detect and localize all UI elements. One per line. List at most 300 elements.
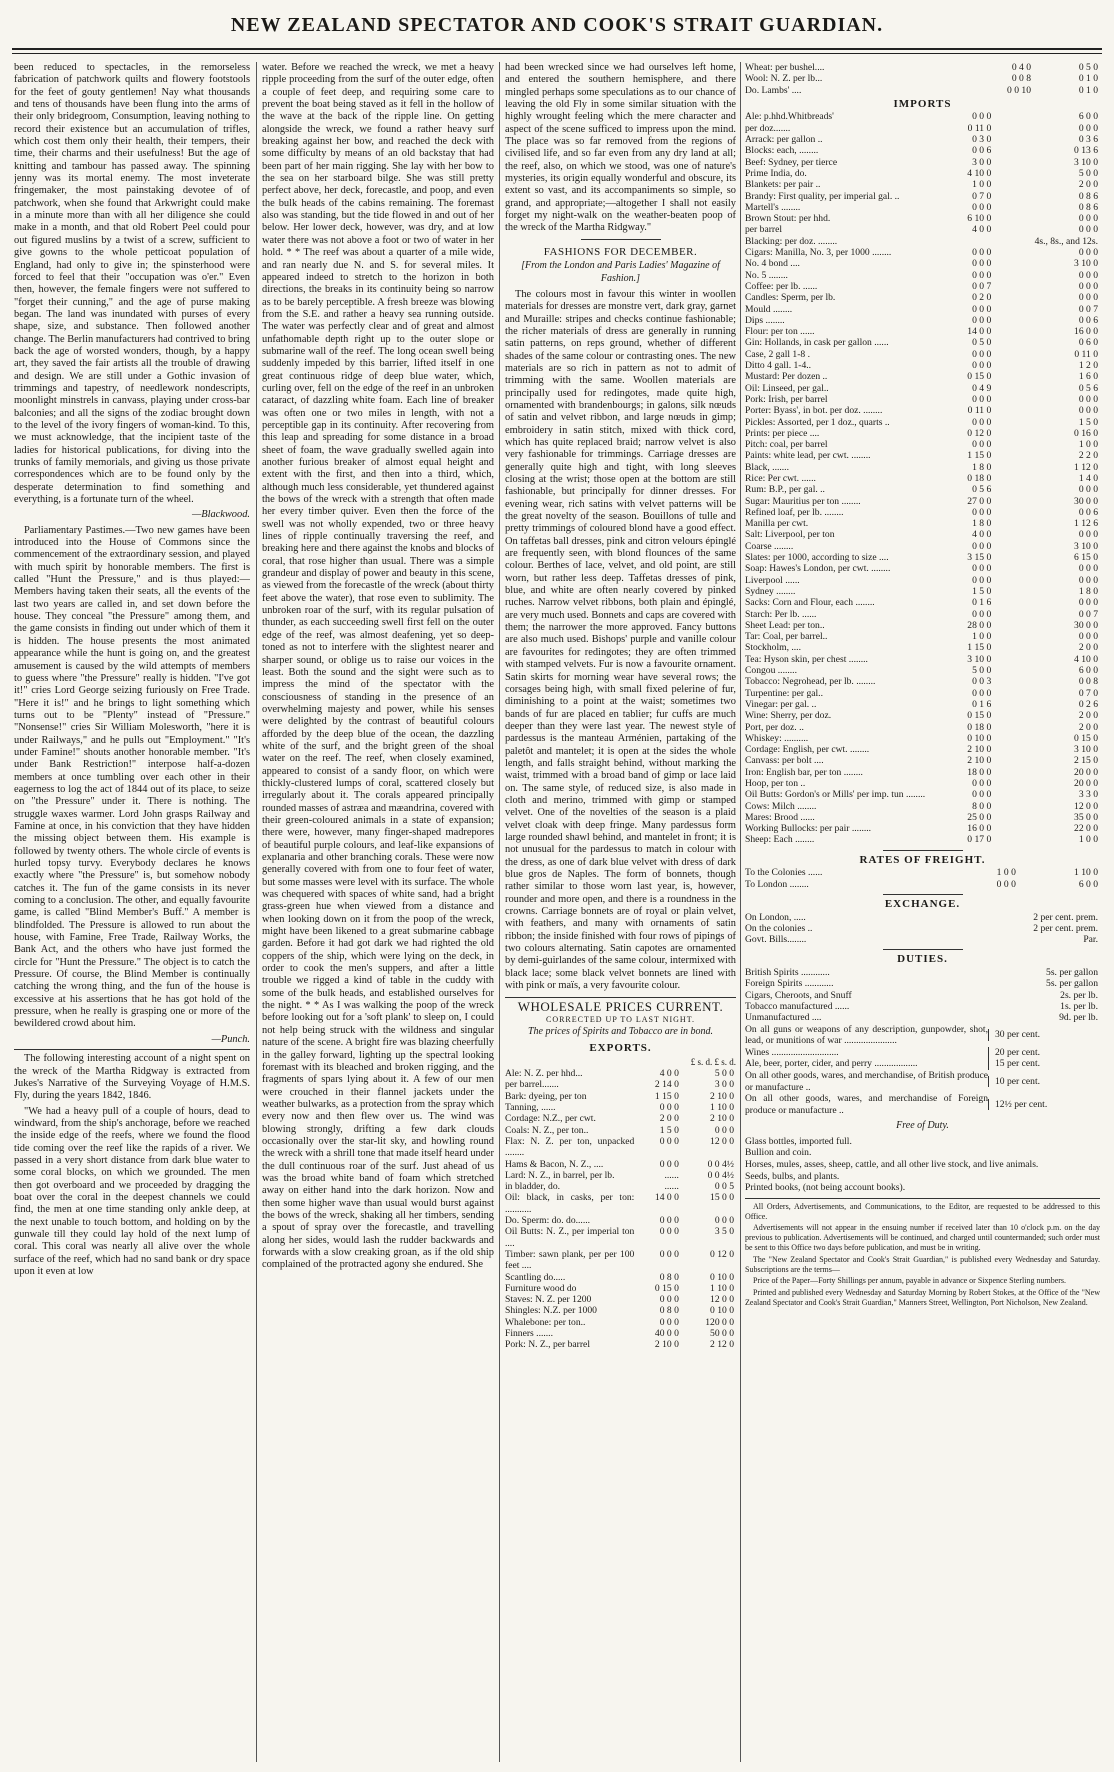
price-row <box>745 473 1100 484</box>
price-value: 0 0 0 <box>659 1158 679 1170</box>
price-value: 0 16 0 <box>1074 427 1098 439</box>
price-label: Rice: Per cwt. ...... <box>745 472 816 484</box>
price-value: 1 8 0 <box>1078 585 1098 597</box>
price-label: Cordage: English, per cwt. ........ <box>745 744 870 756</box>
column-1 <box>14 62 250 1762</box>
price-value: 0 0 4½ <box>707 1158 734 1170</box>
price-value: 27 0 0 <box>967 495 992 507</box>
price-label: Blankets: per pair .. <box>745 179 821 191</box>
price-row <box>505 1102 736 1113</box>
price-value: 0 0 0 <box>714 1124 734 1136</box>
price-row <box>505 1294 736 1305</box>
price-label: Porter: Byass', in bot. per doz. ........ <box>745 405 883 417</box>
price-value: 1 0 0 <box>1078 834 1098 846</box>
price-row <box>505 1079 736 1090</box>
price-value: 2 0 0 <box>1078 642 1098 654</box>
price-row <box>745 575 1100 586</box>
price-value: 0 17 0 <box>967 834 992 846</box>
price-value: Par. <box>1083 934 1098 946</box>
price-row <box>505 1136 736 1159</box>
price-value: 16 0 0 <box>1074 326 1098 338</box>
price-row <box>745 778 1100 789</box>
price-value: 4 0 0 <box>972 529 992 541</box>
price-value: 0 0 0 <box>972 314 992 326</box>
price-value: 40 0 0 <box>654 1327 679 1339</box>
price-label: Govt. Bills........ <box>745 934 807 946</box>
free-item: Seeds, bulbs, and plants. <box>745 1170 840 1182</box>
price-value: 3 10 0 <box>1074 258 1098 270</box>
price-label: Port, per doz. .. <box>745 721 804 733</box>
column-4 <box>745 62 1100 1762</box>
price-row <box>745 134 1100 145</box>
price-value: 9d. per lb. <box>1059 1012 1098 1024</box>
price-value: 1 12 0 <box>1074 461 1098 473</box>
price-label: Cows: Milch ........ <box>745 800 817 812</box>
price-value: 0 13 6 <box>1074 145 1098 157</box>
price-value: 1 10 0 <box>1074 867 1098 879</box>
price-value: 1 0 0 <box>972 631 992 643</box>
price-value: 3 15 0 <box>967 552 992 564</box>
price-row <box>505 1283 736 1294</box>
free-item: Horses, mules, asses, sheep, cattle, and all other live stock, and live animals. <box>745 1159 1039 1171</box>
price-row <box>745 428 1100 439</box>
price-value: 2 10 0 <box>654 1339 679 1351</box>
price-label: Mould ........ <box>745 303 793 315</box>
price-value: 3 0 0 <box>972 156 992 168</box>
price-value: 6 10 0 <box>967 213 992 225</box>
column-divider <box>499 62 500 1762</box>
price-value: 5 0 0 <box>714 1068 734 1080</box>
price-label: On the colonies .. <box>745 922 813 934</box>
price-row <box>745 541 1100 552</box>
duty-rate-row <box>745 1047 1100 1059</box>
price-label: Liverpool ...... <box>745 574 800 586</box>
price-label: On London, ..... <box>745 911 806 923</box>
price-row <box>745 609 1100 620</box>
price-value: 1 0 0 <box>996 867 1016 879</box>
price-value: 1 2 0 <box>1078 360 1098 372</box>
duties-heading: DUTIES. <box>897 953 948 966</box>
price-label: Oil Butts: N. Z., per imperial ton .... <box>505 1226 635 1249</box>
price-row <box>745 360 1100 371</box>
price-value: 1 5 0 <box>659 1124 679 1136</box>
price-value: 0 0 0 <box>972 687 992 699</box>
price-label: Wheat: per bushel.... <box>745 62 825 73</box>
price-value: 0 0 0 <box>659 1248 679 1260</box>
footer-notice: Advertisements will not appear in the ensuing number if received later than 10 o'clock p.m. on the day previous to publication. Advertisements will be continued, and charged until countermanded; such order must be sent to this Office two days before publication, and must be in writing. <box>745 1223 1100 1253</box>
price-label: Foreign Spirits ............ <box>745 978 834 990</box>
article-rule <box>581 239 661 240</box>
imports-heading: IMPORTS <box>893 97 952 110</box>
price-value: 0 0 0 <box>659 1316 679 1328</box>
price-value: 3 10 0 <box>1074 156 1098 168</box>
price-row <box>745 722 1100 733</box>
price-label: Whiskey: .......... <box>745 732 809 744</box>
price-value: 0 0 0 <box>1078 292 1098 304</box>
price-value: 0 2 6 <box>1078 698 1098 710</box>
price-row <box>745 688 1100 699</box>
price-row <box>505 1339 736 1350</box>
price-row <box>745 879 1100 890</box>
price-value: 2 10 0 <box>710 1113 734 1125</box>
price-label: Case, 2 gall 1-8 . <box>745 348 811 360</box>
price-value: 4 0 0 <box>972 224 992 236</box>
price-label: Hoop, per ton .. <box>745 778 806 789</box>
price-row <box>505 1181 736 1192</box>
article-signature: —Punch. <box>211 1033 250 1045</box>
price-value: 22 0 0 <box>1074 823 1098 835</box>
price-value: 0 8 0 <box>659 1305 679 1317</box>
price-row <box>745 834 1100 845</box>
price-row <box>745 213 1100 224</box>
price-value: 0 8 6 <box>1078 190 1098 202</box>
price-label: Soap: Hawes's London, per cwt. ........ <box>745 563 891 575</box>
price-value: 0 0 0 <box>996 878 1016 890</box>
price-label: Oil: black, in casks, per ton: ........... <box>505 1192 635 1215</box>
price-label: Pitch: coal, per barrel <box>745 439 828 451</box>
price-value: 35 0 0 <box>1074 811 1098 823</box>
price-row <box>745 394 1100 405</box>
price-value: 0 0 0 <box>1078 224 1098 236</box>
price-label: Furniture wood do <box>505 1282 577 1294</box>
price-value: 0 0 5 <box>714 1181 734 1193</box>
price-label: Beef: Sydney, per tierce <box>745 156 838 168</box>
price-row <box>745 767 1100 778</box>
duty-rate-row <box>745 1070 1100 1093</box>
price-row <box>745 73 1100 84</box>
price-value: 4 10 0 <box>967 167 992 179</box>
price-label: Manilla per cwt. <box>745 518 809 530</box>
price-label: Sydney ........ <box>745 585 796 597</box>
price-value: 2 10 0 <box>967 744 992 756</box>
price-label: Shingles: N.Z. per 1000 <box>505 1305 597 1317</box>
price-label: Candles: Sperm, per lb. <box>745 292 836 304</box>
price-label: Tanning, ...... <box>505 1102 556 1114</box>
price-label: Sheep: Each ........ <box>745 834 815 846</box>
price-value: 0 0 0 <box>1078 269 1098 281</box>
price-row <box>745 552 1100 563</box>
price-value: 6 15 0 <box>1074 552 1098 564</box>
price-label: Lard: N. Z., in barrel, per lb. <box>505 1169 615 1181</box>
price-row <box>745 304 1100 315</box>
price-label: Bark: dyeing, per ton <box>505 1090 587 1102</box>
price-value: 12 0 0 <box>710 1294 734 1306</box>
article-text: The following interesting account of a night spent on the wreck of the Martha Ridgway is extracted from Jukes's Narrative of the Surveying Voyage of H.M.S. Fly, during the years 1842, 1846. <box>14 1053 250 1102</box>
price-value: 2s. per lb. <box>1060 989 1098 1001</box>
price-value: 6 0 0 <box>1078 111 1098 123</box>
price-value: 0 0 0 <box>1078 529 1098 541</box>
price-row <box>745 978 1100 989</box>
price-value: 2 10 0 <box>967 755 992 767</box>
price-row <box>745 823 1100 834</box>
price-row <box>745 642 1100 653</box>
price-row <box>745 620 1100 631</box>
price-value: 1 8 0 <box>972 461 992 473</box>
price-row <box>745 315 1100 326</box>
price-value: 0 0 0 <box>972 111 992 123</box>
price-row <box>745 292 1100 303</box>
price-label: Coffee: per lb. ...... <box>745 280 818 292</box>
price-row <box>745 191 1100 202</box>
exports-heading: EXPORTS. <box>589 1042 652 1055</box>
price-row <box>745 812 1100 823</box>
price-row <box>745 801 1100 812</box>
price-value: 4s., 8s., and 12s. <box>1034 235 1098 247</box>
price-value: 1s. per lb. <box>1060 1000 1098 1012</box>
article-text: The colours most in favour this winter in woollen materials for dresses are monstre vert, dark gray, garnet and Muraille: stripes and checks continue fashionable; the richer materials of dress are generally in running satin patterns, on reps ground, whether of different shades of the same colour or contrasting ones. The new materials are so rich in pattern as not to admit of trimming with the same. Woollen materials are principally used for redingotes, made quite high, ornamented with brandenbourgs; in galons, silk nœuds of satin and velvet ribbon, and large nœuds in gimp; embroidery in satin stitch, mixed with thick cord, which has quite replaced braid; narrow velvet is also very fashionable for trimmings. Carriage dresses are generally quite high and tight, with long sleeves closing at the wrist; those open at the bottom are still fashionable, but principally for dinner dresses. For evening wear, rich satins with velvet patterns will be the great novelty of the season. Bouillons of tulle and pretty trimmings of coloured blond have a good effect. On taffetas ball dresses, pink and citron velours épinglé are frequently seen, with blond flounces of the same colour. Berthes of lace, velvet, and old point, are still worn, but rather less deep. Taffetas dresses of pink, blue, and white are often nearly covered by pinked ruches. Narrow velvet ribbons, both plain and épinglé, are very much used. Bonnets and caps are covered with them; the narrower the more approved. Fancy buttons are also much used. Bishops' purple and vanille colour are favourites for redingotes; they are often trimmed with stamped velvets. Fur is now a favourite ornament. Satin skirts for morning wear have several rows; the corsages being high, with small fixed pelerine of fur, diminishing to a point at the waist; sometimes two bands of fur are placed en tablier; fur cuffs are much deeper than they were last year. The newest style of pardessus is the manteau Arménien, partaking of the paletôt and mantelet; it is open at the sides the whole length, and falls straight behind, without marking the waist, trimmed with a broad band of gimp or lace laid on. The same style, of reduced size, is also made in cloth and merino, trimmed with gimp or stamped velvet. One of the novelties of the season is a plaid velvet cloak with deep fringe. Many pardessus form large rounded shawl behind, and mantelet in front; it is not unusual for the pardessus to match in colour with the dress, as one of dark blue velvet with dress of dark blue gros de Naples. The form of bonnets, though rather similar to those worn last year, is, however, rounder and more open, and there is a roundness in the crowns. Carriage bonnets are of royal or plain velvet, with feathers, and many with ornaments of satin ribbon; the inside finished with four rows of pipings of two colours alternating. Satin capotes are ornamented by demi-guirlandes of the same colour, intermixed with black lace; some black velvet bonnets are lined with with pink or maïs, a very favourite colour. <box>505 288 736 992</box>
price-value: 0 0 8 <box>1078 676 1098 688</box>
price-value: 0 0 0 <box>972 789 992 801</box>
price-value: 0 0 0 <box>972 416 992 428</box>
price-value: 2 0 0 <box>1078 721 1098 733</box>
freight-table <box>745 867 1100 890</box>
price-value: 0 10 0 <box>710 1271 734 1283</box>
price-row <box>745 597 1100 608</box>
article-signature: —Blackwood. <box>191 509 250 521</box>
price-value: 14 0 0 <box>654 1192 679 1204</box>
price-row <box>505 1215 736 1226</box>
price-value: 30 0 0 <box>1074 619 1098 631</box>
free-item: Printed books, (not being account books). <box>745 1182 906 1194</box>
price-value: 0 0 0 <box>972 393 992 405</box>
price-label: Turpentine: per gal.. <box>745 687 823 699</box>
price-row <box>745 202 1100 213</box>
prices-corrected: CORRECTED UP TO LAST NIGHT. <box>545 1014 695 1024</box>
price-row <box>745 563 1100 574</box>
price-value: 16 0 0 <box>967 823 992 835</box>
price-value: 0 0 0 <box>972 506 992 518</box>
price-label: Scantling do..... <box>505 1271 566 1283</box>
price-label: Tea: Hyson skin, per chest ........ <box>745 653 868 665</box>
price-label: Sugar: Mauritius per ton ........ <box>745 495 861 507</box>
price-value: 0 15 0 <box>1074 732 1098 744</box>
price-row <box>745 529 1100 540</box>
price-value: 0 0 6 <box>1078 314 1098 326</box>
publisher-footer <box>745 1198 1100 1308</box>
price-label: Oil Butts: Gordon's or Mills' per imp. tun ........ <box>745 789 926 801</box>
price-value: 0 1 6 <box>972 698 992 710</box>
footer-notice: Printed and published every Wednesday and Saturday Morning by Robert Stokes, at the Office of the "New Zealand Spectator and Cook's Strait Guardian," Manners Street, Wellington, Port Nicholson, New Zealand. <box>745 1288 1100 1308</box>
price-value: 0 11 0 <box>1074 348 1098 360</box>
price-row <box>505 1272 736 1283</box>
article-text: Parliamentary Pastimes.—Two new games have been introduced into the House of Commons since the commencement of the extraordinary session, and played with much spirit by honorable members. The first is called "Hunt the Pressure," and is thus played:—Members having taken their seats, all the events of the last two years are called in, and set down before the house. They conceal "the Pressure" among them, and the game consists in finding out under which of them it is hidden. The house presents the most animated appearance while the hunt is going on, and the greatest amusement is caused by the wild attempts of members to guess where "the Pressure" really is hidden. "I've got it!" cries Lord George seizing furiously on Free Trade. "Here it is!" and he brings to light something which turns out to be "Plenty" instead of "Pressure." "Nonsense!" cries Sir William Molesworth, "here it is under Railways," and he pulls out "Employment." "It's under Famine!" shouts another honorable member. "It's under Bank Restriction!" interpose half-a-dozen members at once tumbling over each other in their eagerness to log the act of 1844 out of its place, to seize on "the Pressure" under it. There is nothing. The struggle waxes warmer. Lord John grasps Railway and Famine at once, in his conviction that they have hidden the missing object between them. His example is followed by twenty others. The whole circle of events is hurled topsy turvy. Everybody declares he knows exactly where "the Pressure" is, but somehow nobody catches it. The fun of the game consists in its never coming to a conclusion. The other, and equally favourite game, is called "Blind Member's Buff." A member is blindfolded. The Pressure is allowed to run about the house, with Famine, Free Trade, Railway Works, the Bank Act, and the others who have just formed the circle for "Hunt the Pressure." The object is to catch the Pressure. Of course, the Blind Member is continually catching the wrong thing, and the fun of the house is excessive at his assertions that he has got hold of the pressure, when he really is grasping one or more of the bewildered crowd about him. <box>14 524 250 1030</box>
price-row <box>745 789 1100 800</box>
price-value: 1 15 0 <box>654 1090 679 1102</box>
price-value: 0 0 0 <box>659 1226 679 1238</box>
price-label: Blacking: per doz. ........ <box>745 235 838 247</box>
price-row <box>745 270 1100 281</box>
price-row <box>745 1001 1100 1012</box>
article-text: "We had a heavy pull of a couple of hours, dead to windward, from the ship's anchorage, before we reached the inside edge of the reefs, where we found the flood tide coming over the reef like the rapids of a river. We passed in a very short distance from dark blue water to some coral blocks, on which we grounded. The men then got overboard and we proceeded by dragging the boat over the coral in the deepest channels we could find, the men at one time standing only ankle deep, at the next unable to touch bottom, and holding on by the gunwale till they could lay hold of the next lump of coral. This coral was nearly all alive over the whole surface of the reef, which had no sand bank or dry space upon it even at low <box>14 1105 250 1277</box>
duty-rate: 20 per cent. <box>988 1047 1100 1059</box>
price-units: £ s. d. £ s. d. <box>690 1056 736 1067</box>
price-row <box>745 967 1100 978</box>
price-label: Staves: N. Z. per 1200 <box>505 1294 592 1306</box>
price-row <box>745 484 1100 495</box>
price-label: Blocks: each, ........ <box>745 145 819 157</box>
price-row <box>745 224 1100 235</box>
price-label: Martell's ........ <box>745 201 801 213</box>
price-value: 2 per cent. prem. <box>1033 922 1098 934</box>
price-row <box>745 62 1100 73</box>
price-label: Tar: Coal, per barrel.. <box>745 631 828 643</box>
price-row <box>745 168 1100 179</box>
price-value: 0 0 0 <box>1078 631 1098 643</box>
price-value: 1 12 6 <box>1074 518 1098 530</box>
price-label: Paints: white lead, per cwt. ........ <box>745 450 871 462</box>
duty-description: Wines ............................ <box>745 1046 839 1058</box>
price-value: 0 0 0 <box>972 574 992 586</box>
price-value: 120 0 0 <box>705 1316 734 1328</box>
price-label: Cigars: Manilla, No. 3, per 1000 ........ <box>745 247 892 259</box>
price-row <box>505 1113 736 1124</box>
price-row <box>745 450 1100 461</box>
duty-rate: 10 per cent. <box>988 1076 1100 1088</box>
price-row <box>745 755 1100 766</box>
price-row <box>745 258 1100 269</box>
prices-note: The prices of Spirits and Tobacco are in bond. <box>527 1026 714 1038</box>
price-value: 0 4 0 <box>1011 62 1032 73</box>
duty-description: Ale, beer, porter, cider, and perry .................. <box>745 1058 918 1070</box>
price-value: 30 0 0 <box>1074 495 1098 507</box>
duty-rate: 30 per cent. <box>988 1029 1100 1041</box>
price-value: 0 0 0 <box>972 563 992 575</box>
article-rule <box>14 1049 250 1050</box>
duty-rate-row <box>745 1024 1100 1047</box>
price-value: 0 15 0 <box>967 371 992 383</box>
duty-rate: 15 per cent. <box>988 1058 1100 1070</box>
price-label: Arrack: per gallon .. <box>745 134 823 146</box>
price-value: ...... <box>664 1181 679 1193</box>
price-label: Stockholm, .... <box>745 642 801 654</box>
price-value: 1 5 0 <box>972 585 992 597</box>
article-text: water. Before we reached the wreck, we met a heavy ripple proceeding from the surf of the outer edge, often a couple of feet deep, and requiring some care to prevent the boat being staved as it fell in the hollow of the wave at the back of the ripple line. On getting alongside the wreck, we found a rather heavy surf breaking against her bow, and reached the deck with some difficulty by means of an old backstay that had been part of her main rigging. She lay with her bow to the sea on her starboard bilge. She was still pretty perfect above, her deck, forecastle, and poop, and even the bulk heads of the cabins remaining. The foremast also was standing, but the tide flowed in and out of her below. Her lower deck, however, was dry, and at low water there was not above a foot or two of water in her hold. * * The reef was about a quarter of a mile wide, and ran nearly due N. and S. for several miles. It appeared indeed to stretch to the horizon in both directions, the breaks in its continuity being so narrow as to be barely perceptible. A fresh breeze was blowing from the S.E. and rather a heavy sea running outside. The water was perfectly clear and of great and almost unfathomable depth right up to the outer slope or submarine wall of the reef. The long ocean swell being suddenly impeded by this barrier, lifted itself in one great continuous ridge of deep blue water, which, curling over, fell on the edge of the reef in an unbroken cataract, of dazzling white foam. Each line of breaker was often one or two miles in length, with not a perceptible gap in its continuity. After recovering from this leap and spreading for some distance in a broad sheet of foam, the wave gradually swelled again into another furious breaker of almost equal height and extent with the first, and then into a third, which, although much less considerable, yet thundered against the bows of the wreck with a strength that often made her every timber quiver. Even then the force of the swell was not wholly expended, two or three heavy lines of ripple continually traversing the reef, and breaking here and there against the knobs and blocks of coral, that rose higher than usual. There was a simple grandeur and display of power and beauty in this scene, as viewed from the forecastle of the wreck (about thirty feet above the water), that rose even to sublimity. The unbroken roar of the surf, with its regular pulsation of thunder, as each succeeding swell first fell on the outer edge of the reef, was almost deafening, yet so deep-toned as not to interfere with the slightest nearer and sharper sound, or oblige us to raise our voices in the least. Both the sound and the sight were such as to impress the mind of the spectator with the consciousness of standing in the presence of an overwhelming majesty and power, while his senses were delighted by the contrast of beautiful colours afforded by the deep blue of the ocean, the dazzling white of the surf, and the bright green of the shoal water on the reef. The reef, when closely examined, appeared to consist of a sandy floor, on which were thickly-clustered lumps of coral, scattered closely but irregularly about it. The corals appeared principally rounded masses of astræa and mæandrina, covered with their green-coloured animals in a state of expansion; there were, however, many finger-shaped madrepores of beautiful purple colours, and leaf-like expansions of explanaria and other branching corals. These were now generally covered with from one to four feet of water, but some masses were level with its surface. The whole was chequered with spaces of white sand, had a bright grass-green hue when viewed from a distance and when looking down on it from the poop of the wreck, might have been likened to a great submarine cabbage garden. Before it had got dark we had righted the old coppers of the ship, which were lying on the deck, in order to cook the men's suppers, and after a little trouble we rigged a kind of table in the cuddy with some of the bulk heads, and established ourselves for the night. * * As I was walking the poop of the wreck before looking out for a 'soft plank' to sleep on, I could not help being struck with the wildness and singular nature of the scene. A bright fire was blazing cheerfully in the galley forward, lighting up the spectral looking foremast with its bleached and broken rigging, and the fragments of spars lying about it. A few of our men were crouched in their flannel jackets under the weather bulwarks, as a protection from the spray which every now and then flew over us. The wind was blowing strongly, drifting a few dark clouds occasionally over the star-lit sky, and howling round the wreck with a shrill tone that made itself heard under the dull continuous roar of the surf. Just ahead of us was the broad white band of foam which stretched away on either hand into the dark horizon. Now and then some higher wave than usual would burst against the bows of the wreck, shaking all her timbers, sending a spout of spray over the forecastle, and travelling along her sides, would lash the rudder backwards and forwards with a slow creaking groan, as if the old ship complained of the protracted agony she endured. She <box>262 62 494 1271</box>
price-value: 0 15 0 <box>654 1282 679 1294</box>
price-row <box>745 145 1100 156</box>
price-value: 5s. per gallon <box>1046 978 1098 990</box>
price-row <box>745 326 1100 337</box>
price-value: 0 1 0 <box>1078 73 1098 85</box>
price-value: 2 14 0 <box>654 1079 679 1091</box>
price-label: Slates: per 1000, according to size .... <box>745 552 889 564</box>
price-label: Vinegar: per gal. .. <box>745 698 817 710</box>
price-value: 0 0 8 <box>1011 73 1032 85</box>
price-value: 0 0 6 <box>972 145 992 157</box>
price-value: 0 5 6 <box>972 484 992 496</box>
price-value: 0 0 0 <box>1078 122 1098 134</box>
price-row <box>745 337 1100 348</box>
price-label: Starch: Per lb. ...... <box>745 608 817 620</box>
price-row <box>745 631 1100 642</box>
duty-rate: 12½ per cent. <box>988 1099 1100 1111</box>
price-label: Mares: Brood ...... <box>745 811 815 823</box>
price-value: 6 0 0 <box>1078 665 1098 677</box>
price-value: 0 0 0 <box>972 360 992 372</box>
price-label: Canvass: per bolt .... <box>745 755 824 767</box>
price-row <box>505 1159 736 1170</box>
price-label: Cigars, Cheroots, and Snuff <box>745 989 852 1001</box>
footer-notice: Price of the Paper—Forty Shillings per annum, payable in advance or Sixpence Sterling numbers. <box>753 1276 1067 1286</box>
price-value: 1 4 0 <box>1078 472 1098 484</box>
column-2 <box>262 62 494 1762</box>
price-row <box>505 1170 736 1181</box>
price-value: 6 0 0 <box>1078 878 1098 890</box>
price-row <box>505 1091 736 1102</box>
free-item: Bullion and coin. <box>745 1147 812 1159</box>
price-value: 0 0 0 <box>1078 405 1098 417</box>
price-value: 5 0 0 <box>972 665 992 677</box>
price-row <box>745 85 1100 96</box>
price-value: 0 0 3 <box>972 676 992 688</box>
duty-rate-row <box>745 1093 1100 1116</box>
price-row <box>745 518 1100 529</box>
price-value: 3 10 0 <box>1074 744 1098 756</box>
column-divider <box>256 62 257 1762</box>
price-label: Oil: Linseed, per gal.. <box>745 382 829 394</box>
price-row <box>745 934 1100 945</box>
price-value: 0 0 0 <box>972 303 992 315</box>
price-label: Coals: N. Z., per ton.. <box>505 1124 589 1136</box>
price-row <box>745 405 1100 416</box>
price-label: Do. Sperm: do. do...... <box>505 1215 591 1227</box>
price-label: Timber: sawn plank, per per 100 feet .... <box>505 1248 635 1272</box>
price-label: Sheet Lead: per ton.. <box>745 619 825 631</box>
section-rule <box>883 850 963 851</box>
price-value: 0 0 0 <box>972 258 992 270</box>
price-row <box>745 417 1100 428</box>
duty-description: On all guns or weapons of any description, gunpowder, shot, lead, or munitions of war ...................... <box>745 1023 988 1047</box>
price-row <box>505 1226 736 1249</box>
price-label: Prime India, do. <box>745 167 807 179</box>
price-value: 0 0 0 <box>972 348 992 360</box>
price-value: 0 0 0 <box>1078 247 1098 259</box>
price-value: 0 8 0 <box>659 1271 679 1283</box>
duties-table <box>745 967 1100 1023</box>
footer-notice: The "New Zealand Spectator and Cook's Strait Guardian," is published every Wednesday and Saturday. Subscriptions are the terms— <box>745 1254 1100 1274</box>
fashion-subheading: [From the London and Paris Ladies' Magazine of Fashion.] <box>521 260 720 284</box>
price-value: 0 0 7 <box>1078 608 1098 620</box>
price-value: 0 1 6 <box>972 597 992 609</box>
price-row <box>505 1317 736 1328</box>
price-row <box>745 371 1100 382</box>
price-label: in bladder, do. <box>505 1181 561 1193</box>
price-value: 5 0 0 <box>1078 167 1098 179</box>
price-label: British Spirits ............ <box>745 967 830 979</box>
price-value: 0 0 0 <box>972 439 992 451</box>
exports-table <box>505 1068 736 1350</box>
price-value: 0 0 0 <box>1078 484 1098 496</box>
imports-table <box>745 111 1100 845</box>
column-divider <box>740 62 741 1762</box>
price-value: 0 1 0 <box>1078 84 1098 96</box>
section-rule <box>883 949 963 950</box>
price-label: Ale: N. Z. per hhd... <box>505 1068 583 1080</box>
price-row <box>745 710 1100 721</box>
price-value: 0 0 0 <box>1078 563 1098 575</box>
free-list <box>745 1136 1100 1194</box>
price-value: 5s. per gallon <box>1046 967 1098 979</box>
price-row <box>745 744 1100 755</box>
price-label: Coarse ........ <box>745 540 794 552</box>
price-value: 0 11 0 <box>967 405 992 417</box>
price-value: 1 0 0 <box>1078 439 1098 451</box>
price-value: 0 0 7 <box>972 280 992 292</box>
price-row <box>745 111 1100 122</box>
price-value: 0 0 7 <box>1078 303 1098 315</box>
article-text: been reduced to spectacles, in the remorseless fabrication of patchwork quilts and flowery footstools for the feet of gouty gentlemen! Nay what thousands and tens of thousands have been flung into the arms of their only bridegroom, Consumption, leaving nothing to record their existence but an accumulation of trifles, which cost them only their health, their tempers, their time, their charms and their usefulness! But the age of knitting and tambour has passed away. The spinning jenny was its mortal enemy. The most inveterate fringemaker, the most painstaking devotee of of patchwork, when she found that Arkwright could make in a minute more than with all her diligence she could make in a month, and that old Robert Peel could pour out figured muslins by a twist of a screw, sufficient to give gowns to the whole petticoat population of England, had only to give in; the spinsterhood were forced to feel that their "occupation was o'er." Even then, however, the female fingers were not suffered to "forget their cunning," and the age of purse making began. The land was inundated with purses of every shape, size, and substance. Then followed another change. The Berlin manufacturers had contrived to bring back the age of worsted wonders, though, by a happy art, they saved the fair artists all the trouble of drawing and design. We are still under a Gothic invasion of trimmings and tapestry, of needlework nondescripts, moonlight minstrels in canvass, playing under cross-bar balconies; and all the signs of the zodiac brought down to the level of the ivory fingers of woman-kind. To this, we must acknowledge, that the incipient taste of the ladies for historical publications, for diving into the trunks of family memorials, and giving us those private correspondences which are to be found only by the desperate determination to find something and everything, is a fortunate turn of the wheel. <box>14 62 250 506</box>
price-value: 2 12 0 <box>710 1339 734 1351</box>
price-value: 3 10 0 <box>967 653 992 665</box>
